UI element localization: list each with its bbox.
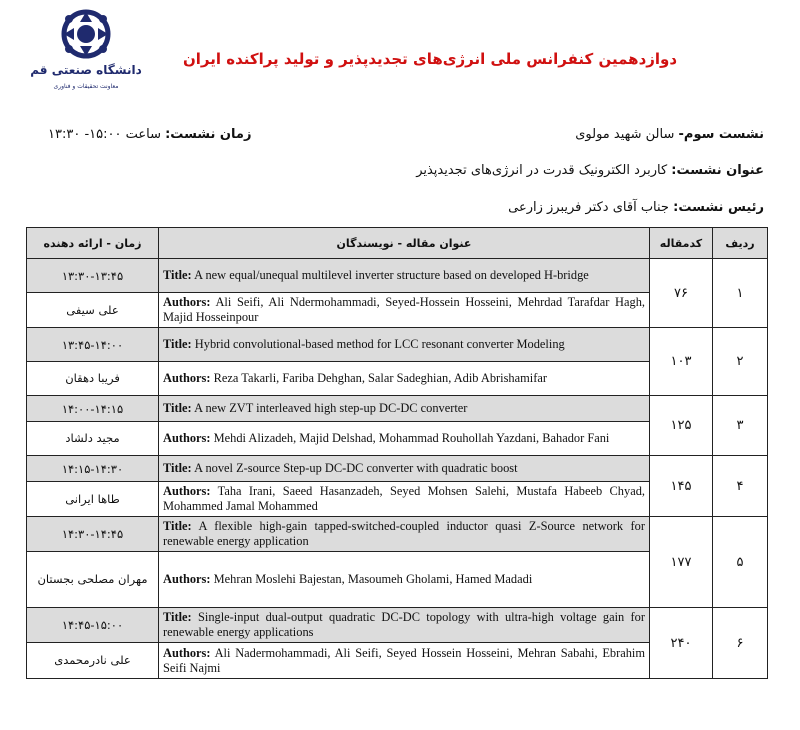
session-hall-line [575, 127, 764, 142]
presenter-name: فریبا دهقان [27, 362, 159, 396]
session-time-label: زمان نشست: [165, 127, 252, 142]
row-number: ۶ [713, 608, 768, 679]
paper-authors: Authors: Ali Nadermohammadi, Ali Seifi, Seyed Hossein Hosseini, Mehran Sabahi, Ebrahim Seifi Najmi [159, 643, 650, 679]
paper-authors: Authors: Taha Irani, Saeed Hasanzadeh, Seyed Mohsen Salehi, Mustafa Habeeb Chyad, Mohammed Jamal Mohammed [159, 482, 650, 517]
time-slot: ۱۴:۳۰-۱۴:۴۵ [27, 517, 159, 552]
time-slot: ۱۳:۳۰-۱۳:۴۵ [27, 259, 159, 293]
schedule-table [26, 227, 768, 679]
table-row [27, 396, 768, 422]
session-chair-value: جناب آقای دکتر فریبرز زارعی [508, 200, 669, 215]
paper-title: Title: A flexible high-gain tapped-switched-coupled inductor quasi Z-Source network for renewable energy application [159, 517, 650, 552]
paper-title: Title: A new equal/unequal multilevel inverter structure based on developed H-bridge [159, 259, 650, 293]
session-topic-label: عنوان نشست: [671, 163, 764, 178]
session-time-line [48, 127, 251, 142]
paper-authors: Authors: Ali Seifi, Ali Ndermohammadi, Seyed-Hossein Hosseini, Mehrdad Tarafdar Hagh, Majid Hosseinpour [159, 293, 650, 328]
row-number: ۴ [713, 456, 768, 517]
paper-code: ۷۶ [650, 259, 713, 328]
presenter-name: علی سیفی [27, 293, 159, 328]
paper-title: Title: A novel Z-source Step-up DC-DC converter with quadratic boost [159, 456, 650, 482]
row-number: ۳ [713, 396, 768, 456]
session-label: نشست سوم- [678, 127, 764, 142]
logo-subtext: معاونت تحقیقات و فناوری [53, 83, 119, 90]
paper-title: Title: Single-input dual-output quadratic DC-DC topology with ultra-high voltage gain for renewable energy applications [159, 608, 650, 643]
presenter-name: طاها ایرانی [27, 482, 159, 517]
logo-text: دانشگاه صنعتی قم [30, 63, 142, 77]
table-row [27, 456, 768, 482]
paper-authors: Authors: Mehran Moslehi Bajestan, Masoumeh Gholami, Hamed Madadi [159, 552, 650, 608]
row-number: ۲ [713, 328, 768, 396]
paper-code: ۱۲۵ [650, 396, 713, 456]
time-slot: ۱۳:۴۵-۱۴:۰۰ [27, 328, 159, 362]
conference-title: دوازدهمین کنفرانس ملی انرژی‌های تجدیدپذیر و تولید پراکنده ایران [182, 50, 678, 68]
session-hall: سالن شهید مولوی [575, 127, 675, 142]
row-number: ۵ [713, 517, 768, 608]
paper-code: ۲۴۰ [650, 608, 713, 679]
paper-authors: Authors: Mehdi Alizadeh, Majid Delshad, Mohammad Rouhollah Yazdani, Bahador Fani [159, 422, 650, 456]
header-row-number: ردیف [713, 228, 768, 259]
session-topic-value: کاربرد الکترونیک قدرت در انرژی‌های تجدیدپذیر [416, 163, 668, 178]
presenter-name: علی نادرمحمدی [27, 643, 159, 679]
paper-code: ۱۷۷ [650, 517, 713, 608]
table-row [27, 328, 768, 362]
time-slot: ۱۴:۱۵-۱۴:۳۰ [27, 456, 159, 482]
presenter-name: مجید دلشاد [27, 422, 159, 456]
session-chair-label: رئیس نشست: [673, 200, 764, 215]
paper-title: Title: Hybrid convolutional-based method for LCC resonant converter Modeling [159, 328, 650, 362]
time-slot: ۱۴:۴۵-۱۵:۰۰ [27, 608, 159, 643]
table-row [27, 608, 768, 643]
row-number: ۱ [713, 259, 768, 328]
table-header-row [27, 228, 768, 259]
session-time-value: ساعت ۱۵:۰۰- ۱۳:۳۰ [48, 127, 161, 142]
table-row [27, 259, 768, 293]
university-logo-icon [30, 8, 142, 100]
session-topic-line [416, 163, 764, 178]
paper-code: ۱۴۵ [650, 456, 713, 517]
presenter-name: مهران مصلحی بجستان [27, 552, 159, 608]
paper-authors: Authors: Reza Takarli, Fariba Dehghan, Salar Sadeghian, Adib Abrishamifar [159, 362, 650, 396]
header-paper-code: کدمقاله [650, 228, 713, 259]
time-slot: ۱۴:۰۰-۱۴:۱۵ [27, 396, 159, 422]
session-chair-line [508, 200, 764, 215]
paper-title: Title: A new ZVT interleaved high step-up DC-DC converter [159, 396, 650, 422]
header-time-presenter: زمان - ارائه دهنده [27, 228, 159, 259]
paper-code: ۱۰۳ [650, 328, 713, 396]
table-row [27, 517, 768, 552]
header-paper-title-authors: عنوان مقاله - نویسندگان [159, 228, 650, 259]
